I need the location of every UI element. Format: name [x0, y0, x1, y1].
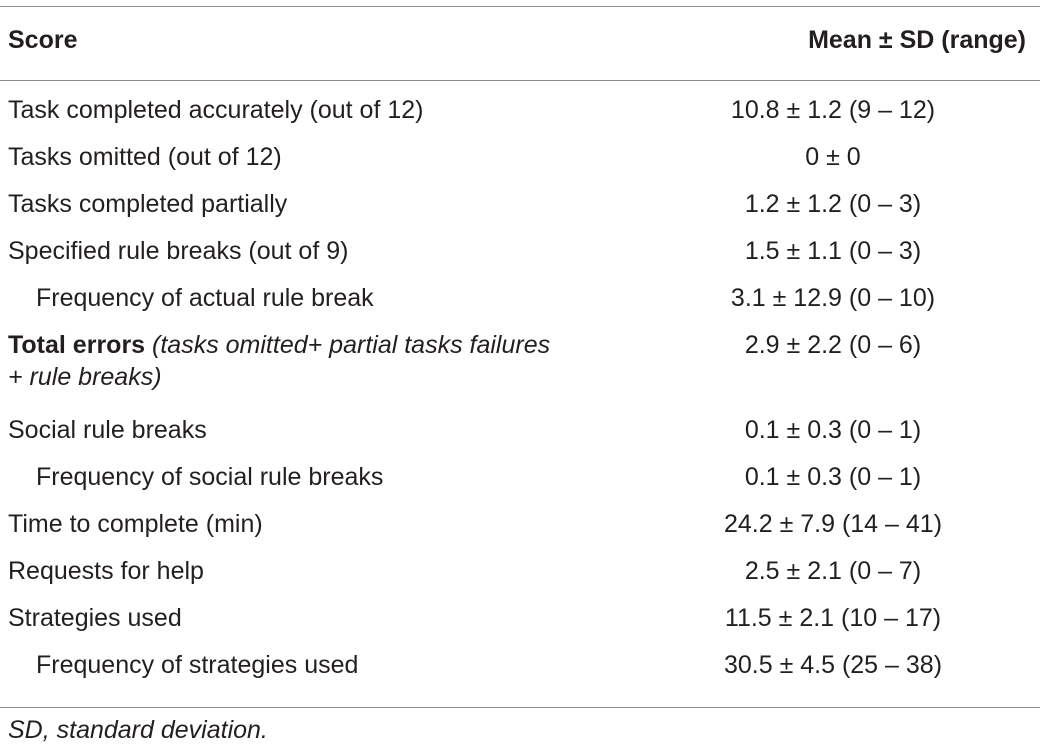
table-row [0, 596, 1040, 643]
table-body [0, 88, 1040, 690]
row-value: 10.8 ± 1.2 (9 – 12) [730, 96, 936, 124]
row-label: Specified rule breaks (out of 9) [8, 237, 349, 265]
row-value: 1.2 ± 1.2 (0 – 3) [744, 190, 922, 218]
table-row [0, 643, 1040, 690]
row-label: Frequency of strategies used [36, 651, 359, 679]
row-label: Frequency of social rule breaks [36, 463, 384, 491]
row-value: 11.5 ± 2.1 (10 – 17) [724, 604, 942, 632]
table-row [0, 549, 1040, 596]
table-header-rule [0, 80, 1040, 81]
row-label: Time to complete (min) [8, 510, 263, 538]
total-errors-label: Total errors [8, 331, 146, 359]
row-label: Requests for help [8, 557, 204, 585]
row-label [8, 329, 568, 393]
table-row [0, 182, 1040, 229]
header-mean-sd-range: Mean ± SD (range) [808, 26, 1026, 54]
row-label: Social rule breaks [8, 416, 207, 444]
table-row [0, 276, 1040, 323]
table-row-total-errors [0, 323, 1040, 408]
table-row [0, 502, 1040, 549]
table-bottom-rule [0, 707, 1040, 708]
row-value: 0 ± 0 [805, 143, 861, 171]
row-value: 24.2 ± 7.9 (14 – 41) [723, 510, 943, 538]
table-row [0, 229, 1040, 276]
table-row [0, 455, 1040, 502]
table-footnote: SD, standard deviation. [8, 716, 268, 744]
row-label: Frequency of actual rule break [36, 284, 374, 312]
table-header [0, 22, 1040, 62]
row-value: 30.5 ± 4.5 (25 – 38) [723, 651, 943, 679]
table-row [0, 135, 1040, 182]
row-value: 1.5 ± 1.1 (0 – 3) [744, 237, 922, 265]
total-errors-note: (tasks omitted+ partial tasks failures + rule breaks) [8, 331, 551, 391]
row-label: Tasks omitted (out of 12) [8, 143, 282, 171]
row-value: 2.5 ± 2.1 (0 – 7) [744, 557, 922, 585]
row-value: 3.1 ± 12.9 (0 – 10) [730, 284, 936, 312]
row-label: Task completed accurately (out of 12) [8, 96, 424, 124]
row-label: Tasks completed partially [8, 190, 288, 218]
row-value: 0.1 ± 0.3 (0 – 1) [744, 463, 922, 491]
row-value: 2.9 ± 2.2 (0 – 6) [744, 331, 922, 359]
table-top-rule [0, 6, 1040, 7]
row-label: Strategies used [8, 604, 182, 632]
header-score: Score [8, 26, 78, 54]
table-row [0, 88, 1040, 135]
row-value: 0.1 ± 0.3 (0 – 1) [744, 416, 922, 444]
table-row [0, 408, 1040, 455]
